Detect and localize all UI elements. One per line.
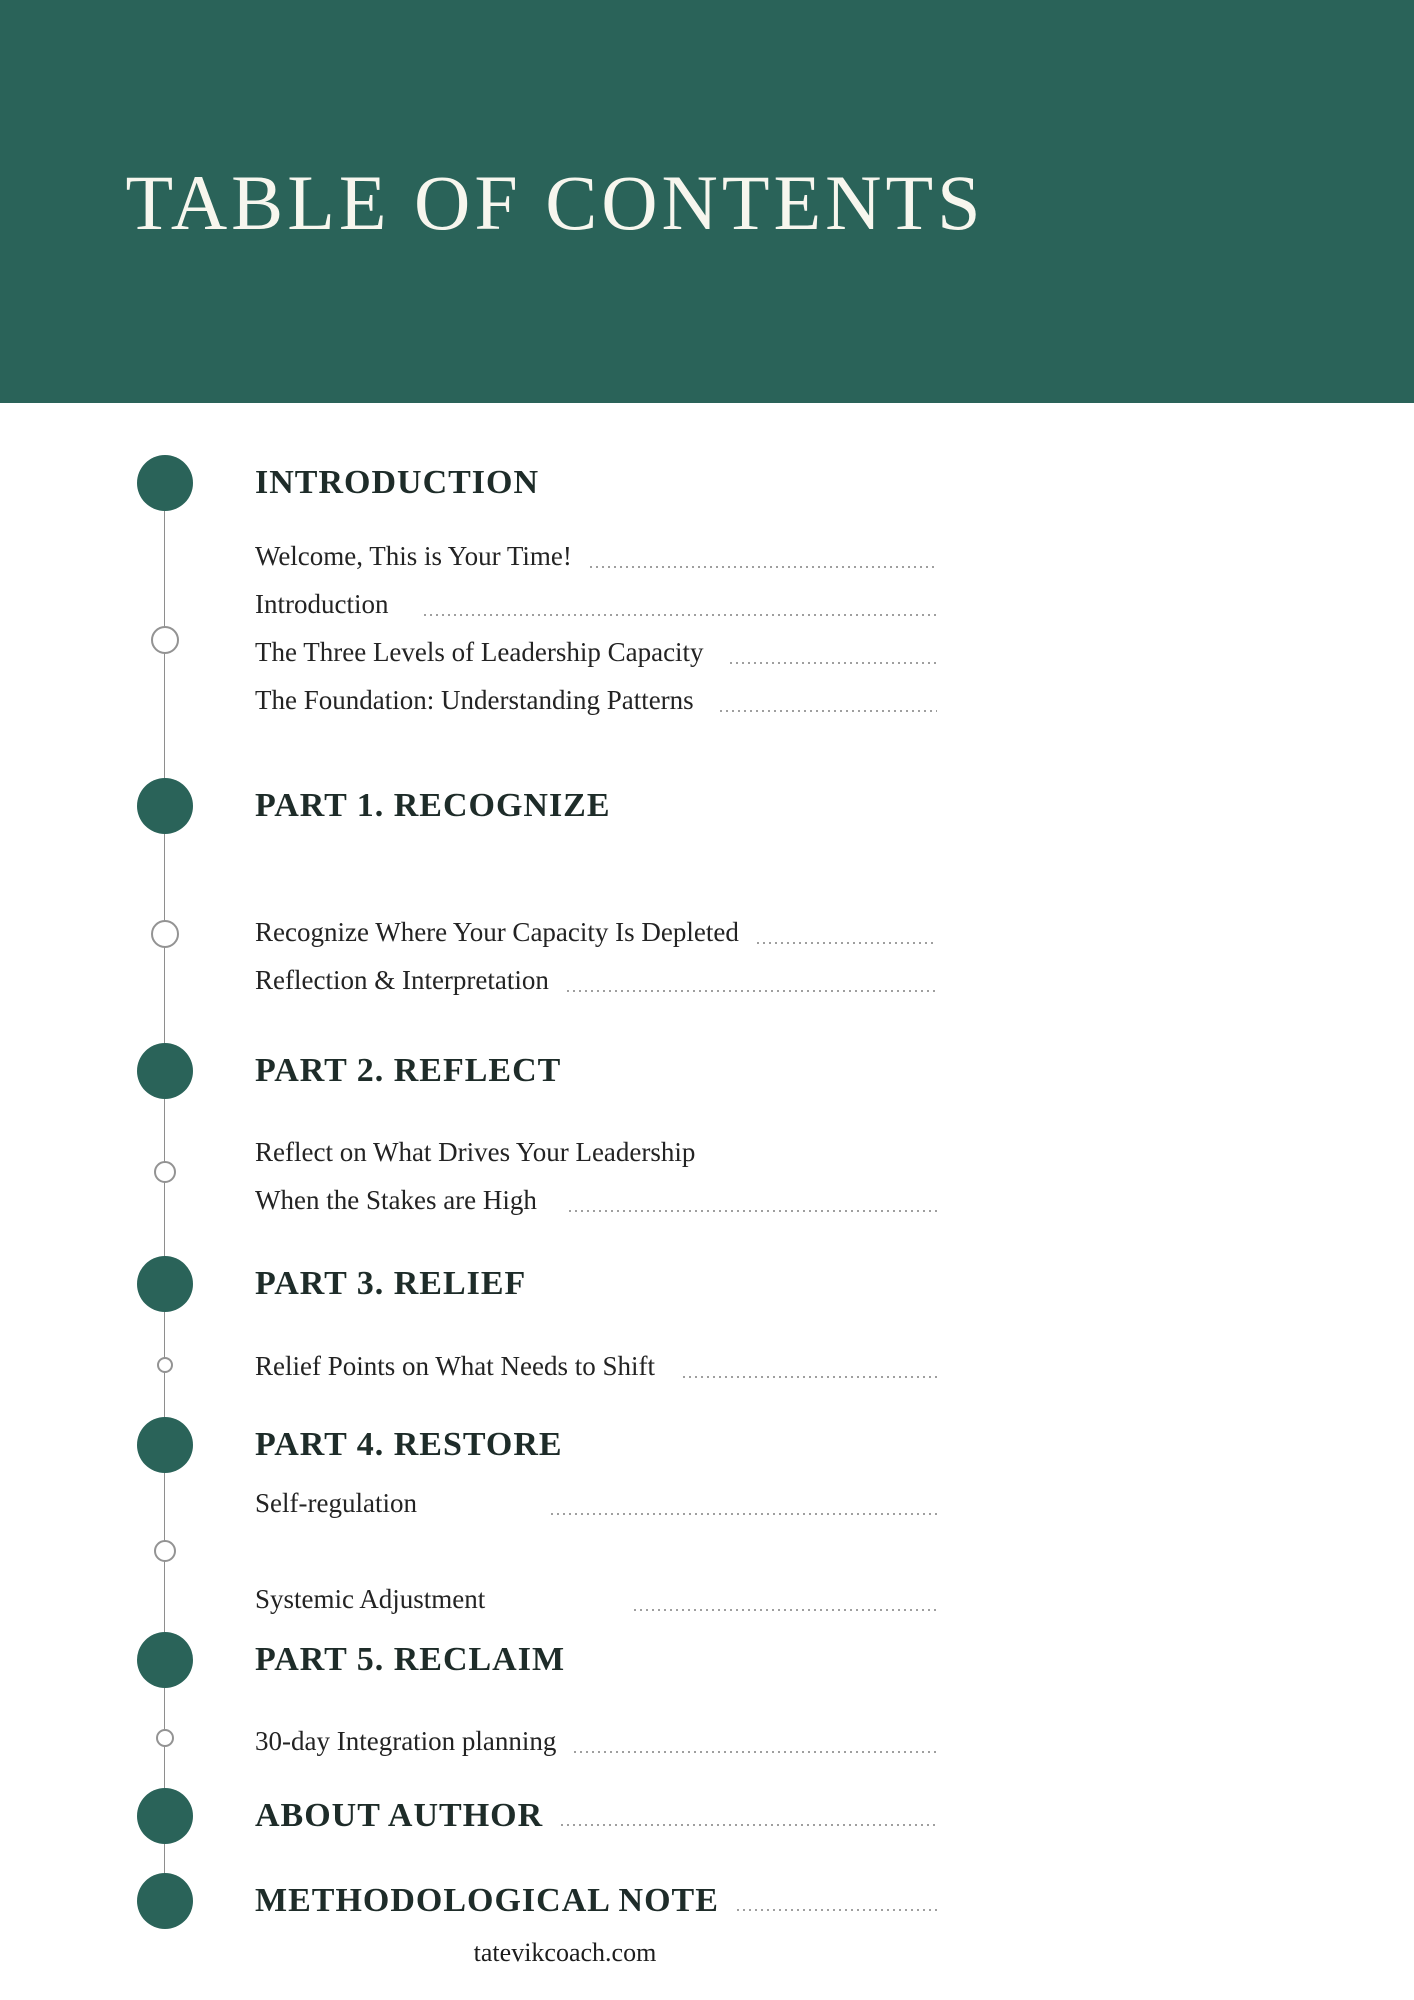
dot-leader bbox=[574, 1751, 937, 1753]
timeline-node-large bbox=[137, 1417, 193, 1473]
toc-item-label: Relief Points on What Needs to Shift bbox=[255, 1351, 655, 1381]
toc-item bbox=[255, 1477, 937, 1525]
timeline-line bbox=[164, 483, 165, 1901]
timeline-node-small bbox=[154, 1161, 176, 1183]
dot-leader bbox=[567, 990, 937, 992]
toc-item bbox=[255, 1340, 937, 1388]
toc-section-about-author bbox=[255, 1794, 937, 1838]
section-heading: PART 2. REFLECT bbox=[255, 1052, 562, 1089]
toc-section-part-2 bbox=[255, 1049, 937, 1222]
timeline-node-small bbox=[157, 1357, 173, 1373]
dot-leader bbox=[757, 942, 937, 944]
toc-item-label: Welcome, This is Your Time! bbox=[255, 541, 572, 571]
section-heading: PART 1. RECOGNIZE bbox=[255, 787, 611, 824]
section-heading: METHODOLOGICAL NOTE bbox=[255, 1882, 719, 1919]
toc-item bbox=[255, 674, 937, 722]
toc-item-label: The Foundation: Understanding Patterns bbox=[255, 685, 694, 715]
dot-leader bbox=[424, 614, 937, 616]
section-heading: PART 5. RECLAIM bbox=[255, 1641, 566, 1678]
toc-item-label: When the Stakes are High bbox=[255, 1185, 537, 1215]
timeline-node-small bbox=[151, 626, 179, 654]
timeline-node-large bbox=[137, 455, 193, 511]
toc-item bbox=[255, 530, 937, 578]
toc-item-label: The Three Levels of Leadership Capacity bbox=[255, 637, 704, 667]
section-heading: PART 3. RELIEF bbox=[255, 1265, 527, 1302]
toc-section-introduction bbox=[255, 461, 937, 722]
footer-url[interactable]: tatevikcoach.com bbox=[473, 1938, 657, 1967]
page-title: TABLE OF CONTENTS bbox=[125, 159, 985, 246]
toc-section-part-4 bbox=[255, 1423, 937, 1621]
timeline-node-large bbox=[137, 778, 193, 834]
timeline-node-large bbox=[137, 1632, 193, 1688]
toc-item bbox=[255, 578, 937, 626]
toc-item-label: Reflect on What Drives Your Leadership bbox=[255, 1137, 696, 1167]
timeline-node-large bbox=[137, 1256, 193, 1312]
toc-section-methodological-note bbox=[255, 1879, 937, 1923]
section-heading: ABOUT AUTHOR bbox=[255, 1797, 544, 1834]
dot-leader bbox=[551, 1513, 937, 1515]
toc-item bbox=[255, 1126, 937, 1174]
section-heading: INTRODUCTION bbox=[255, 464, 540, 501]
dot-leader bbox=[634, 1609, 937, 1611]
toc-section-part-5 bbox=[255, 1638, 937, 1763]
toc-item bbox=[255, 626, 937, 674]
dot-leader bbox=[737, 1909, 937, 1911]
toc-item bbox=[255, 1573, 937, 1621]
dot-leader bbox=[569, 1210, 937, 1212]
toc-item-label: Recognize Where Your Capacity Is Depleted bbox=[255, 917, 739, 947]
timeline-node-small bbox=[156, 1729, 174, 1747]
toc-item-label: 30-day Integration planning bbox=[255, 1726, 557, 1756]
dot-leader bbox=[590, 566, 937, 568]
toc-item-label: Introduction bbox=[255, 589, 389, 619]
toc-section-part-1 bbox=[255, 784, 937, 1002]
header-band bbox=[0, 0, 1414, 403]
timeline-node-small bbox=[151, 920, 179, 948]
toc-item-label: Reflection & Interpretation bbox=[255, 965, 549, 995]
toc-item bbox=[255, 954, 937, 1002]
toc-item bbox=[255, 906, 937, 954]
dot-leader bbox=[561, 1824, 937, 1826]
timeline-node-large bbox=[137, 1873, 193, 1929]
dot-leader bbox=[683, 1376, 937, 1378]
toc-item-label: Self-regulation bbox=[255, 1488, 417, 1518]
section-heading: PART 4. RESTORE bbox=[255, 1426, 563, 1463]
dot-leader bbox=[730, 662, 937, 664]
toc-item bbox=[255, 1174, 937, 1222]
dot-leader bbox=[720, 710, 937, 712]
toc-section-part-3 bbox=[255, 1262, 937, 1388]
timeline-node-large bbox=[137, 1043, 193, 1099]
toc-item bbox=[255, 1715, 937, 1763]
timeline-node-large bbox=[137, 1788, 193, 1844]
timeline-node-small bbox=[154, 1540, 176, 1562]
toc-item-label: Systemic Adjustment bbox=[255, 1584, 486, 1614]
